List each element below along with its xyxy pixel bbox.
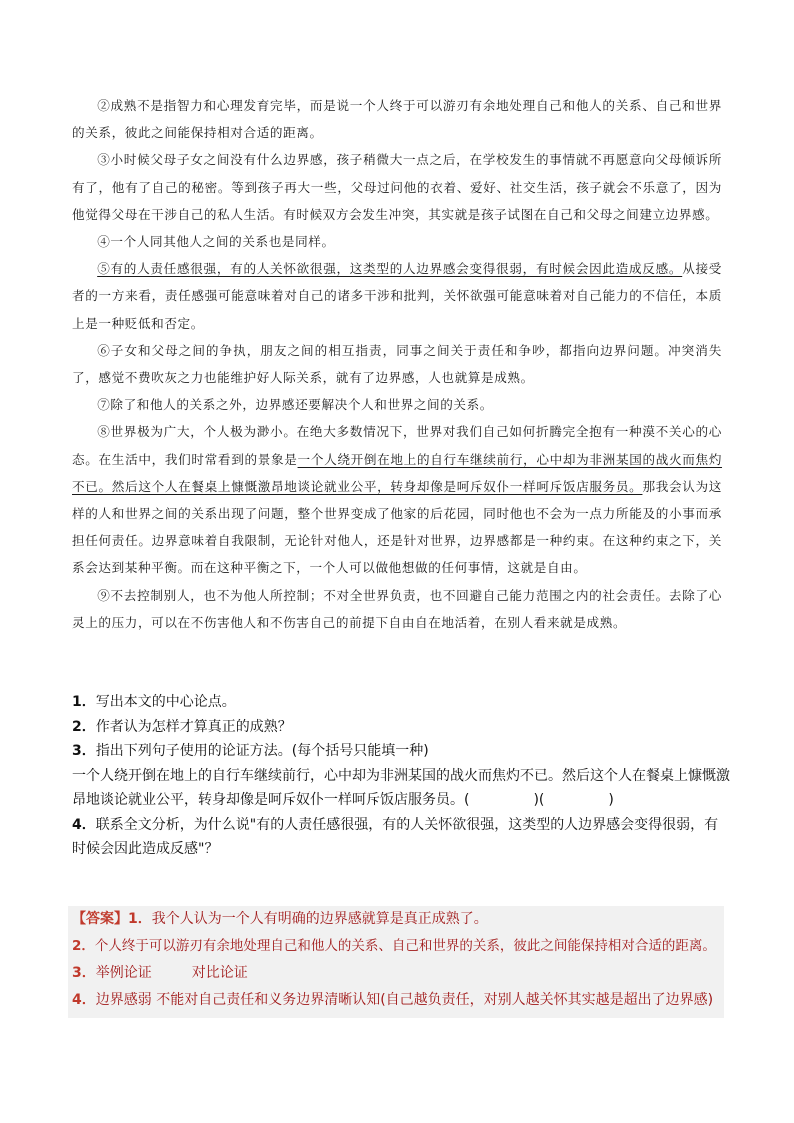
question-list <box>72 690 732 862</box>
answer-3-second: 对比论证 <box>191 965 248 981</box>
question-4 <box>72 813 732 862</box>
paragraph-8-start: ⑧世界极为广大，个人极为渺小。在绝大多数情况下，世界对我们自己如何折腾完全抱有一种漠不关心的心态。在生活中，我们时常看到的景象是 <box>72 424 722 467</box>
question-1-text: 写出本文的中心论点。 <box>95 694 236 710</box>
answer-tag: 【答案】 <box>72 911 128 927</box>
paragraph-8-end: 那我会认为这样的人和世界之间的关系出现了问题，整个世界变成了他家的后花园，同时他也不会为一点力所能及的小事而承担任何责任。边界意味着自我限制，无论针对他人，还是针对世界，边界感都是一种约束。在这种约束之下，关系会达到某种平衡。而在这种平衡之下，一个人可以做他想做的任何事情，这就是自由。 <box>72 478 722 576</box>
answer-2 <box>68 933 724 960</box>
question-1-number: 1． <box>72 694 96 710</box>
answer-4-text: 边界感弱 不能对自己责任和义务边界清晰认知(自己越负责任，对别人越关怀其实越是超出了边界感) <box>95 992 714 1008</box>
question-2-number: 2． <box>72 718 96 735</box>
paragraph-5-underlined: ⑤有的人责任感很强，有的人关怀欲很强，这类型的人边界感会变得很弱，有时候会因此造成反感。 <box>97 261 683 277</box>
paragraph-8-underlined: 一个人绕开倒在地上的自行车继续前行，心中却为非洲某国的战火而焦灼不已。然后这个人在餐桌上慷慨激昂地谈论就业公平，转身却像是呵斥奴仆一样呵斥饭店服务员。 <box>72 451 723 494</box>
paragraph-9: ⑨不去控制别人，也不为他人所控制；不对全世界负责，也不回避自己能力范围之内的社会责任。去除了心灵上的压力，可以在不伤害他人和不伤害自己的前提下自由自在地活着，在别人看来就是成熟。 <box>72 587 722 630</box>
answer-4 <box>68 987 724 1014</box>
answer-section <box>68 906 724 1018</box>
question-3-bracket-end: ) <box>608 792 614 808</box>
paragraph-8 <box>72 418 722 581</box>
question-1 <box>72 690 732 715</box>
question-3 <box>72 739 732 764</box>
answer-1 <box>68 906 724 933</box>
question-4-number: 4． <box>72 816 96 833</box>
answer-2-text: 个人终于可以游刃有余地处理自己和他人的关系、自己和世界的关系，彼此之间能保持相对合适的距离。 <box>94 938 716 954</box>
paragraph-2: ②成熟不是指智力和心理发育完毕，而是说一个人终于可以游刃有余地处理自己和他人的关系、自己和世界的关系，彼此之间能保持相对合适的距离。 <box>72 98 722 141</box>
answer-1-text: 我个人认为一个人有明确的边界感就算是真正成熟了。 <box>151 911 488 927</box>
question-4-text: 联系全文分析，为什么说"有的人责任感很强，有的人关怀欲很强，这类型的人边界感会变得很弱，有时候会因此造成反感"？ <box>72 816 719 857</box>
question-3-bracket-mid: )( <box>533 792 545 808</box>
question-3-number: 3． <box>72 743 96 759</box>
answer-3 <box>68 960 724 987</box>
question-2-text: 作者认为怎样才算真正的成熟？ <box>95 718 292 735</box>
paragraph-7: ⑦除了和他人的关系之外，边界感还要解决个人和世界之间的关系。 <box>97 397 493 413</box>
question-3-quote: 一个人绕开倒在地上的自行车继续前行，心中却为非洲某国的战火而焦灼不已。然后这个人在餐桌上慷慨激昂地谈论就业公平，转身却像是呵斥奴仆一样呵斥饭店服务员。( <box>72 767 730 808</box>
essay-body <box>72 92 722 636</box>
answer-4-number: 4． <box>72 992 96 1008</box>
question-2 <box>72 715 732 740</box>
paragraph-6: ⑥子女和父母之间的争执，朋友之间的相互指责，同事之间关于责任和争吵，都指向边界问题。冲突消失了，感觉不费吹灰之力也能维护好人际关系，就有了边界感，人也就算是成熟。 <box>72 342 722 386</box>
answer-2-number: 2． <box>72 938 95 954</box>
paragraph-5 <box>72 255 722 337</box>
answer-3-first: 举例论证 <box>95 965 152 981</box>
answer-3-number: 3． <box>72 965 96 981</box>
paragraph-3: ③小时候父母子女之间没有什么边界感，孩子稍微大一点之后，在学校发生的事情就不再愿意向父母倾诉所有了，他有了自己的秘密。等到孩子再大一些，父母过问他的衣着、爱好、社交生活，孩子就会不乐意了，因为他觉得父母在干涉自己的私人生活。有时候双方会发生冲突，其实就是孩子试图在自己和父母之间建立边界感。 <box>72 152 722 222</box>
answer-1-number: 1． <box>128 911 152 927</box>
question-3-sentence <box>72 764 732 813</box>
question-3-text: 指出下列句子使用的论证方法。(每个括号只能填一种) <box>95 743 429 759</box>
paragraph-5-rest: 从接受者的一方来看，责任感强可能意味着对自己的诸多干涉和批判，关怀欲强可能意味着对自己能力的不信任，本质上是一种贬低和否定。 <box>72 261 722 331</box>
paragraph-4: ④一个人同其他人之间的关系也是同样。 <box>97 234 335 250</box>
